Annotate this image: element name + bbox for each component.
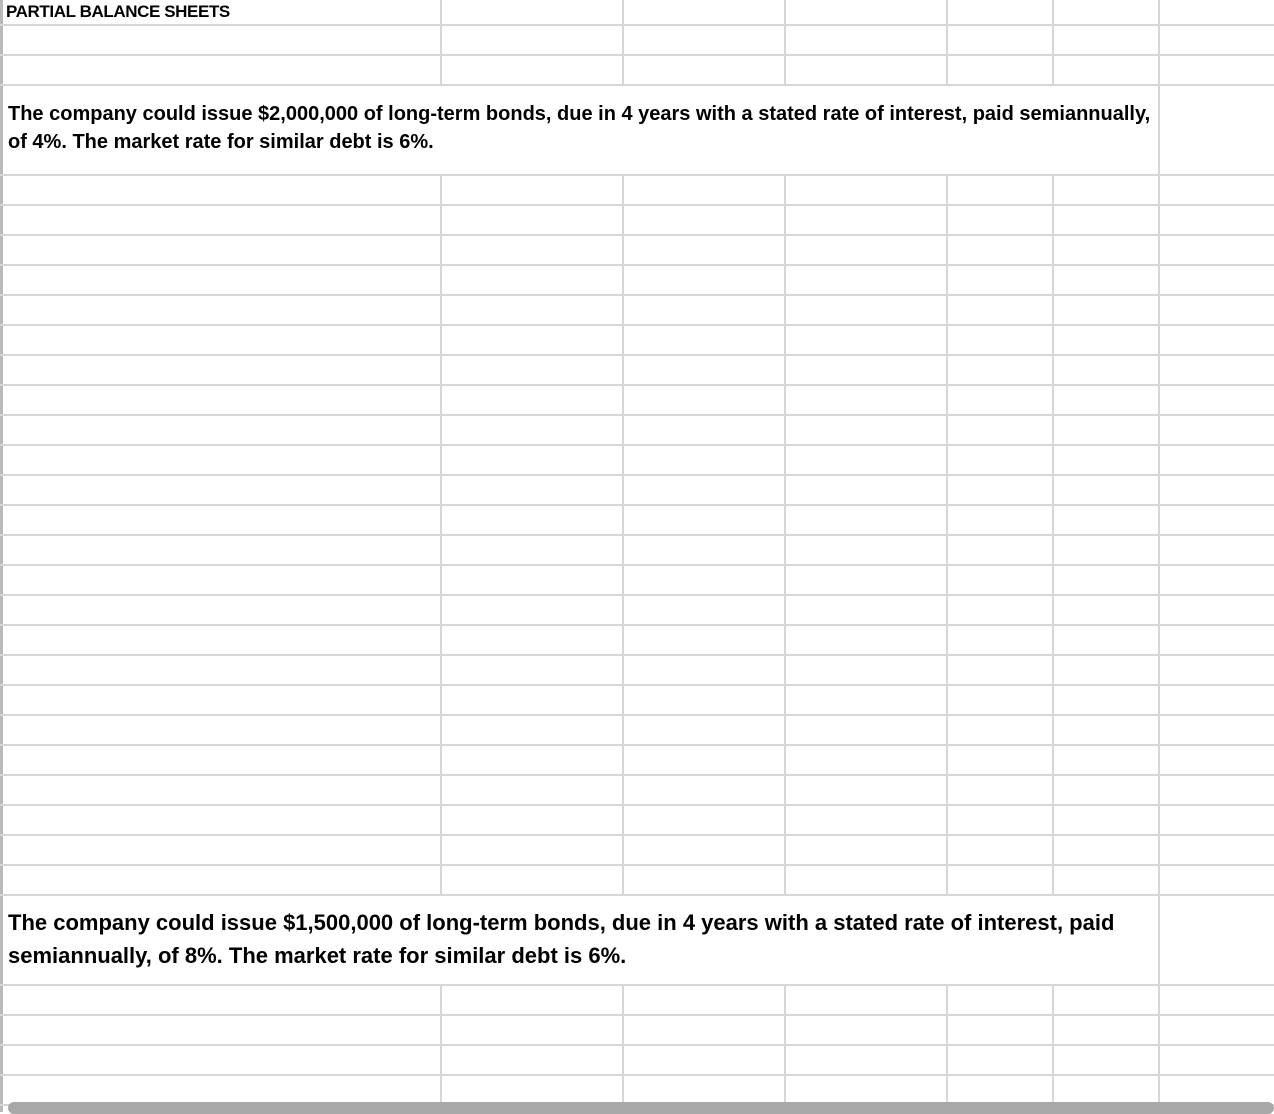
column-gridline (440, 0, 442, 84)
row-gridline (0, 834, 1274, 836)
row-gridline (0, 684, 1274, 686)
row-gridline (0, 474, 1274, 476)
row-gridline (0, 294, 1274, 296)
row-gridline (0, 1014, 1274, 1016)
row-gridline (0, 354, 1274, 356)
scenario-1-text-cell[interactable]: The company could issue $2,000,000 of long-term bonds, due in 4 years with a stated rate of interest, paid semiannually, of 4%. The market rate for similar debt is 6%. (8, 100, 1156, 156)
row-gridline (0, 234, 1274, 236)
column-gridline (946, 0, 948, 84)
row-gridline (0, 804, 1274, 806)
row-gridline (0, 864, 1274, 866)
column-gridline (1052, 174, 1054, 894)
row-gridline (0, 174, 1274, 176)
row-gridline (0, 534, 1274, 536)
row-gridline (0, 654, 1274, 656)
column-gridline (1052, 0, 1054, 84)
row-gridline (0, 894, 1274, 896)
row-gridline (0, 774, 1274, 776)
row-gridline (0, 594, 1274, 596)
horizontal-scrollbar[interactable] (8, 1102, 1274, 1114)
column-gridline (784, 174, 786, 894)
row-gridline (0, 624, 1274, 626)
column-gridline (946, 984, 948, 1112)
sheet-left-edge (0, 0, 3, 1112)
column-gridline (622, 984, 624, 1112)
row-gridline (0, 564, 1274, 566)
row-gridline (0, 714, 1274, 716)
row-gridline (0, 1074, 1274, 1076)
row-gridline (0, 384, 1274, 386)
column-gridline (784, 0, 786, 84)
column-gridline (1158, 0, 1160, 1112)
row-gridline (0, 414, 1274, 416)
column-gridline (440, 984, 442, 1112)
column-gridline (440, 174, 442, 894)
column-gridline (622, 174, 624, 894)
column-gridline (1052, 984, 1054, 1112)
row-gridline (0, 504, 1274, 506)
row-gridline (0, 264, 1274, 266)
column-gridline (622, 0, 624, 84)
column-gridline (946, 174, 948, 894)
row-gridline (0, 984, 1274, 986)
column-gridline (784, 984, 786, 1112)
row-gridline (0, 744, 1274, 746)
row-gridline (0, 84, 1274, 86)
row-gridline (0, 444, 1274, 446)
sheet-title-cell[interactable]: PARTIAL BALANCE SHEETS (6, 2, 230, 21)
row-gridline (0, 324, 1274, 326)
scenario-2-text-cell[interactable]: The company could issue $1,500,000 of long-term bonds, due in 4 years with a stated rate of interest, paid semiannually, of 8%. The market rate for similar debt is 6%. (8, 906, 1156, 972)
row-gridline (0, 204, 1274, 206)
row-gridline (0, 1044, 1274, 1046)
row-gridline (0, 24, 1274, 26)
row-gridline (0, 54, 1274, 56)
